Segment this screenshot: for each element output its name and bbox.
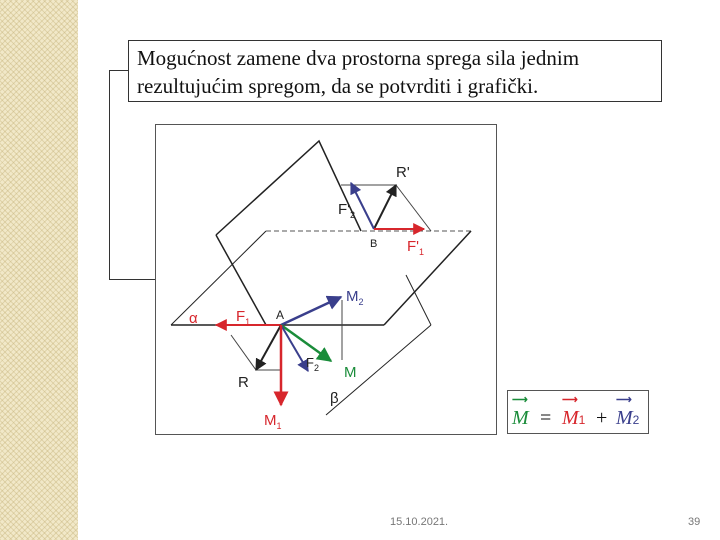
decorative-side-strip [0, 0, 78, 540]
label-M: M [344, 364, 357, 381]
vector-M2 [281, 297, 341, 325]
slide-date: 15.10.2021. [390, 516, 449, 528]
label-alpha: α [189, 310, 198, 327]
moment-sum-formula [507, 390, 649, 434]
formula-arrow-M: ⟶ [512, 394, 528, 406]
plane-alpha-left-edge [171, 231, 266, 325]
plane-beta-edge [216, 141, 361, 235]
label-F2-prime: $F'_2$ [338, 201, 356, 220]
label-M2: $M_2$ [346, 288, 364, 307]
slide-page-number: 39 [688, 516, 701, 528]
title-line-1: Mogućnost zamene dva prostorna sprega sila jednim [137, 46, 580, 70]
label-A: A [276, 308, 285, 322]
vector-R [256, 325, 281, 370]
label-beta: β [330, 390, 339, 407]
vector-F2 [281, 325, 308, 371]
title-line-2: rezultujućim spregom, da se potvrditi i grafički. [137, 74, 539, 98]
formula-equals: = [540, 407, 552, 429]
formula-plus: + [596, 407, 608, 429]
formula-arrow-M1: ⟶ [562, 394, 578, 406]
label-M1: $M_1$ [264, 412, 282, 431]
plane-alpha-right-edge [384, 231, 471, 325]
label-F2: $F_2$ [306, 355, 319, 373]
formula-M1: M1 [562, 407, 586, 429]
slide-title-box [128, 40, 662, 102]
diagram-svg [156, 125, 497, 435]
formula-M: M [512, 407, 529, 429]
construction-line-2 [396, 185, 431, 231]
force-couple-diagram [155, 124, 497, 435]
vector-F2-prime [351, 183, 374, 229]
vector-R-prime [374, 185, 396, 229]
plane-beta-edge-right [406, 275, 431, 325]
construction-line-4 [231, 335, 256, 370]
formula-M2: M2 [616, 407, 640, 429]
formula-arrow-M2: ⟶ [616, 394, 632, 406]
label-R: R [238, 374, 249, 391]
label-F1: $F_1$ [236, 308, 251, 327]
label-B: B [370, 238, 378, 250]
label-F1-prime: $F'_1$ [407, 238, 425, 257]
label-R-prime: R' [396, 164, 410, 181]
